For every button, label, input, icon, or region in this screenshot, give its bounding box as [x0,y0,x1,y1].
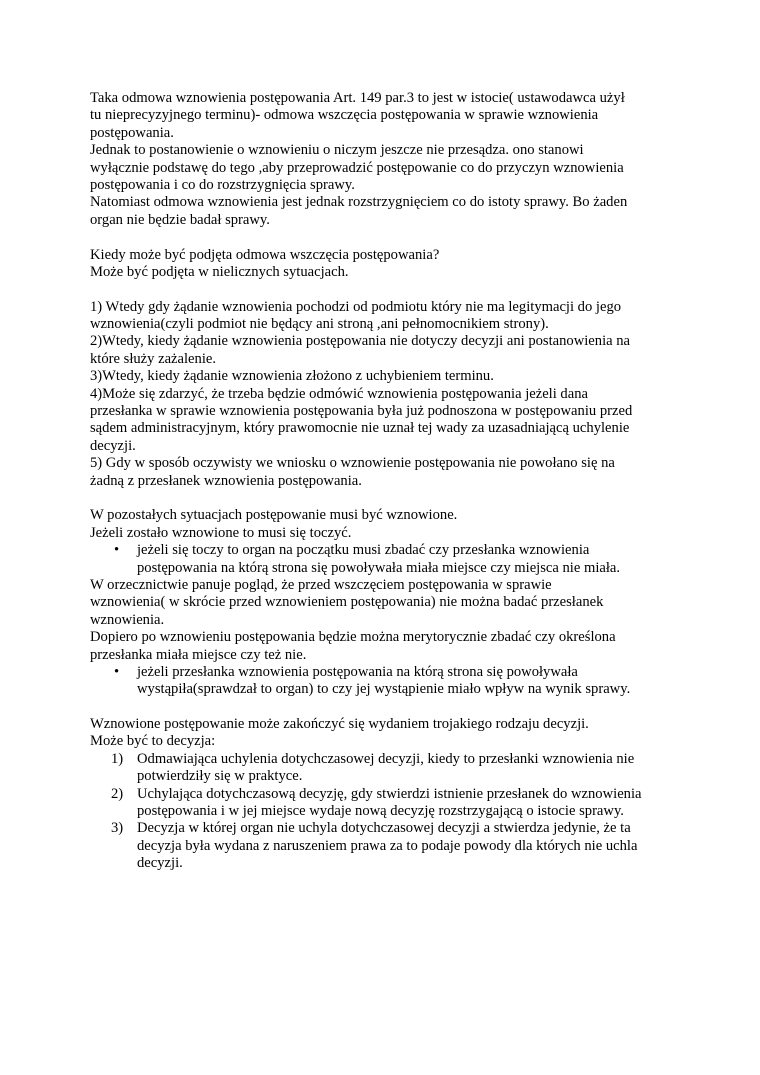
text-line: Może być podjęta w nielicznych sytuacjach. [90,263,349,280]
text-line: tu nieprecyzyjnego terminu)- odmowa wszczęcia postępowania w sprawie wznowienia [90,107,599,124]
text-line: 1) Wtedy gdy żądanie wznowienia pochodzi od podmiotu który nie ma legitymacji do jego [90,298,622,315]
bullet-line [90,542,680,559]
list-text: postępowania i w jej miejsce wydaje nową decyzję rozstrzygającą o istocie sprawy. [137,803,624,820]
blank-line [90,699,680,716]
text-line: sądem administracyjnym, który prawomocnie nie uznał tej wady za uzasadniającą uchylenie [90,420,630,437]
list-text: potwierdziły się w praktyce. [137,768,303,785]
paragraph-situations [90,299,680,490]
bullet-text: jeżeli się toczy to organ na początku musi zbadać czy przesłanka wznowienia [137,542,590,559]
text-line: Wznowione postępowanie może zakończyć się wydaniem trojakiego rodzaju decyzji. [90,716,589,733]
numbered-line [90,751,680,768]
text-line: wyłącznie podstawę do tego ,aby przeprowadzić postępowanie co do przyczyn wznowienia [90,159,624,176]
text-line: Kiedy może być podjęta odmowa wszczęcia postępowania? [90,246,440,263]
list-text: Odmawiająca uchylenia dotychczasowej decyzji, kiedy to przesłanki wznowienia nie [137,750,635,767]
text-line: wznowienia(czyli podmiot nie będący ani stroną ,ani pełnomocnikiem strony). [90,316,549,333]
text-line: Jeżeli zostało wznowione to musi się toczyć. [90,524,352,541]
text-line: które służy zażalenie. [90,350,217,367]
list-text: Uchylająca dotychczasową decyzję, gdy stwierdzi istnienie przesłanek do wznowienia [137,785,642,802]
text-line: postępowania. [90,124,174,141]
text-line: przesłanka miała miejsce czy też nie. [90,646,307,663]
text-line: Dopiero po wznowieniu postępowania będzie można merytorycznie zbadać czy określona [90,629,616,646]
bullet-line [90,664,680,681]
bullet-icon: • [114,542,120,559]
bullet-list-item [90,664,680,699]
list-text: decyzja była wydana z naruszeniem prawa za to podaje powody dla których nie uchla [137,837,638,854]
text-line: W orzecznictwie panuje pogląd, że przed wszczęciem postępowania w sprawie [90,576,552,593]
paragraph-outcomes [90,716,680,751]
text-line: Może być to decyzja: [90,733,216,750]
text-line: W pozostałych sytuacjach postępowanie musi być wznowione. [90,507,458,524]
text-line: decyzji. [90,437,136,454]
list-number: 1) [111,750,124,767]
text-line: 3)Wtedy, kiedy żądanie wznowienia złożono z uchybieniem terminu. [90,368,494,385]
text-line: Natomiast odmowa wznowienia jest jednak rozstrzygnięciem co do istoty sprawy. Bo żaden [90,194,628,211]
blank-line [90,229,680,246]
text-line: organ nie będzie badał sprawy. [90,211,270,228]
text-line: wznowienia( w skrócie przed wznowieniem postępowania) nie można badać przesłanek [90,594,604,611]
numbered-list-item [90,786,680,821]
text-line: Taka odmowa wznowienia postępowania Art. 149 par.3 to jest w istocie( ustawodawca użył [90,90,625,106]
list-number: 3) [111,820,124,837]
text-line: Jednak to postanowienie o wznowieniu o niczym jeszcze nie przesądza. ono stanowi [90,142,584,159]
text-line: 5) Gdy w sposób oczywisty we wniosku o wznowienie postępowania nie powołano się na [90,455,615,472]
bullet-text: postępowania na którą strona się powoływała miała miejsce czy miejsca nie miała. [137,559,621,576]
paragraph-intro [90,90,680,229]
text-line: przesłanka w sprawie wznowienia postępowania była już podnoszona w postępowaniu przed [90,403,633,420]
text-line: żadną z przesłanek wznowienia postępowania. [90,472,362,489]
text-line: 4)Może się zdarzyć, że trzeba będzie odmówić wznowienia postępowania jeżeli dana [90,385,588,402]
blank-line [90,281,680,298]
numbered-line [90,820,680,837]
text-line: 2)Wtedy, kiedy żądanie wznowienia postępowania nie dotyczy decyzji ani postanowienia na [90,333,631,350]
bullet-list-item [90,542,680,577]
bullet-text: jeżeli przesłanka wznowienia postępowania na którą strona się powoływała [137,663,578,680]
numbered-list-item [90,751,680,786]
text-line: postępowania i co do rozstrzygnięcia sprawy. [90,176,355,193]
paragraph-question [90,247,680,282]
text-line: wznowienia. [90,611,165,628]
numbered-line [90,786,680,803]
list-text: Decyzja w której organ nie uchyla dotychczasowej decyzji a stwierdza jedynie, że ta [137,820,631,837]
list-text: decyzji. [137,855,183,872]
paragraph-jurisprudence [90,577,680,664]
numbered-list-item [90,820,680,872]
bullet-icon: • [114,663,120,680]
blank-line [90,490,680,507]
bullet-text: wystąpiła(sprawdzał to organ) to czy jej wystąpienie miało wpływ na wynik sprawy. [137,681,631,698]
document-page [90,90,680,873]
numbered-list [90,751,680,873]
list-number: 2) [111,785,124,802]
paragraph-other-situations [90,507,680,542]
